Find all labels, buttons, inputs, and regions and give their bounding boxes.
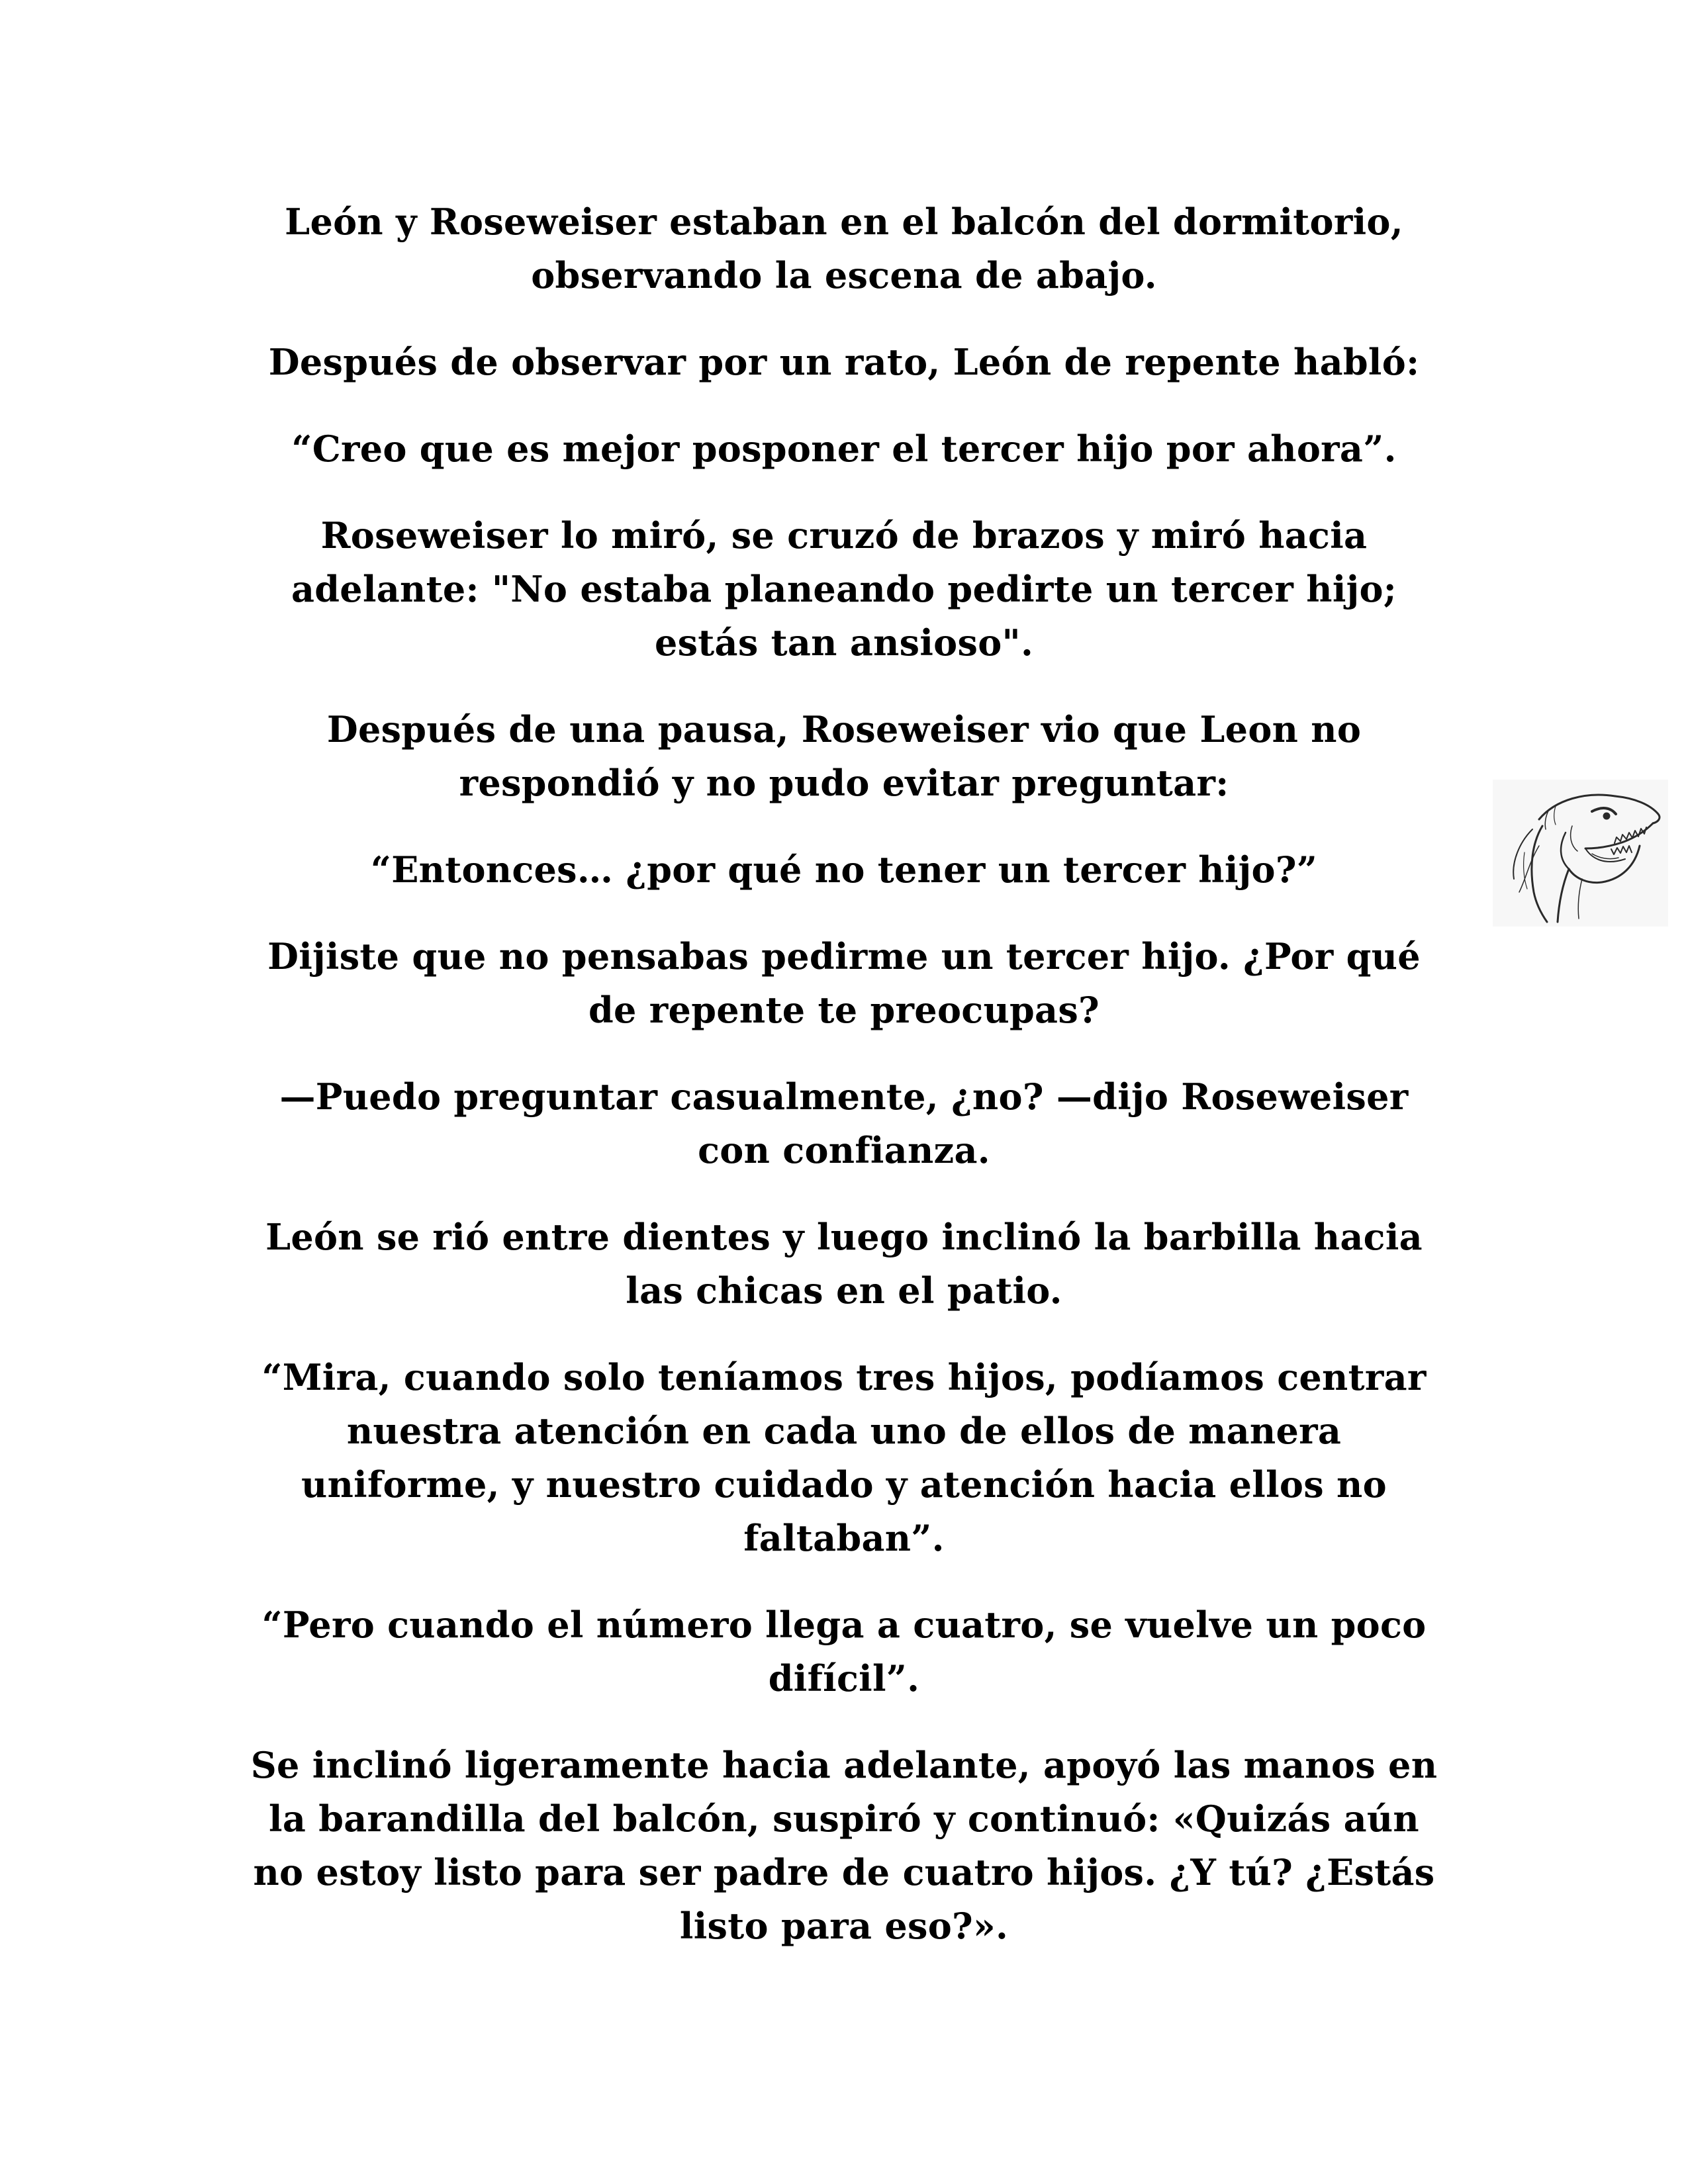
paragraph: “Mira, cuando solo teníamos tres hijos, podíamos centrar nuestra atención en cada uno de ellos de manera uniforme, y nuestro cuidado y atención hacia ellos no faltaban”. — [261, 1356, 1427, 1559]
paragraph: “Creo que es mejor posponer el tercer hijo por ahora”. — [291, 428, 1397, 470]
paragraph: —Puedo preguntar casualmente, ¿no? —dijo Roseweiser con confianza. — [279, 1075, 1409, 1171]
paragraph: Roseweiser lo miró, se cruzó de brazos y miró hacia adelante: "No estaba planeando pedirte un tercer hijo; estás tan ansioso". — [291, 514, 1397, 664]
paragraph: Después de observar por un rato, León de repente habló: — [268, 341, 1420, 383]
dinosaur-head-icon — [1493, 780, 1668, 927]
paragraph: León y Roseweiser estaban en el balcón del dormitorio, observando la escena de abajo. — [285, 201, 1403, 296]
paragraph: “Entonces… ¿por qué no tener un tercer hijo?” — [370, 848, 1318, 891]
paragraph: Dijiste que no pensabas pedirme un tercer hijo. ¿Por qué de repente te preocupas? — [267, 935, 1421, 1031]
paragraph: Después de una pausa, Roseweiser vio que Leon no respondió y no pudo evitar preguntar: — [326, 708, 1362, 804]
story-text — [245, 195, 1443, 1986]
paragraph: Se inclinó ligeramente hacia adelante, apoyó las manos en la barandilla del balcón, suspiró y continuó: «Quizás aún no estoy listo para ser padre de cuatro hijos. ¿Y tú? ¿Estás listo para eso?». — [250, 1744, 1438, 1947]
paragraph: León se rió entre dientes y luego inclinó la barbilla hacia las chicas en el patio. — [265, 1216, 1423, 1312]
paragraph: “Pero cuando el número llega a cuatro, se vuelve un poco difícil”. — [261, 1604, 1427, 1700]
